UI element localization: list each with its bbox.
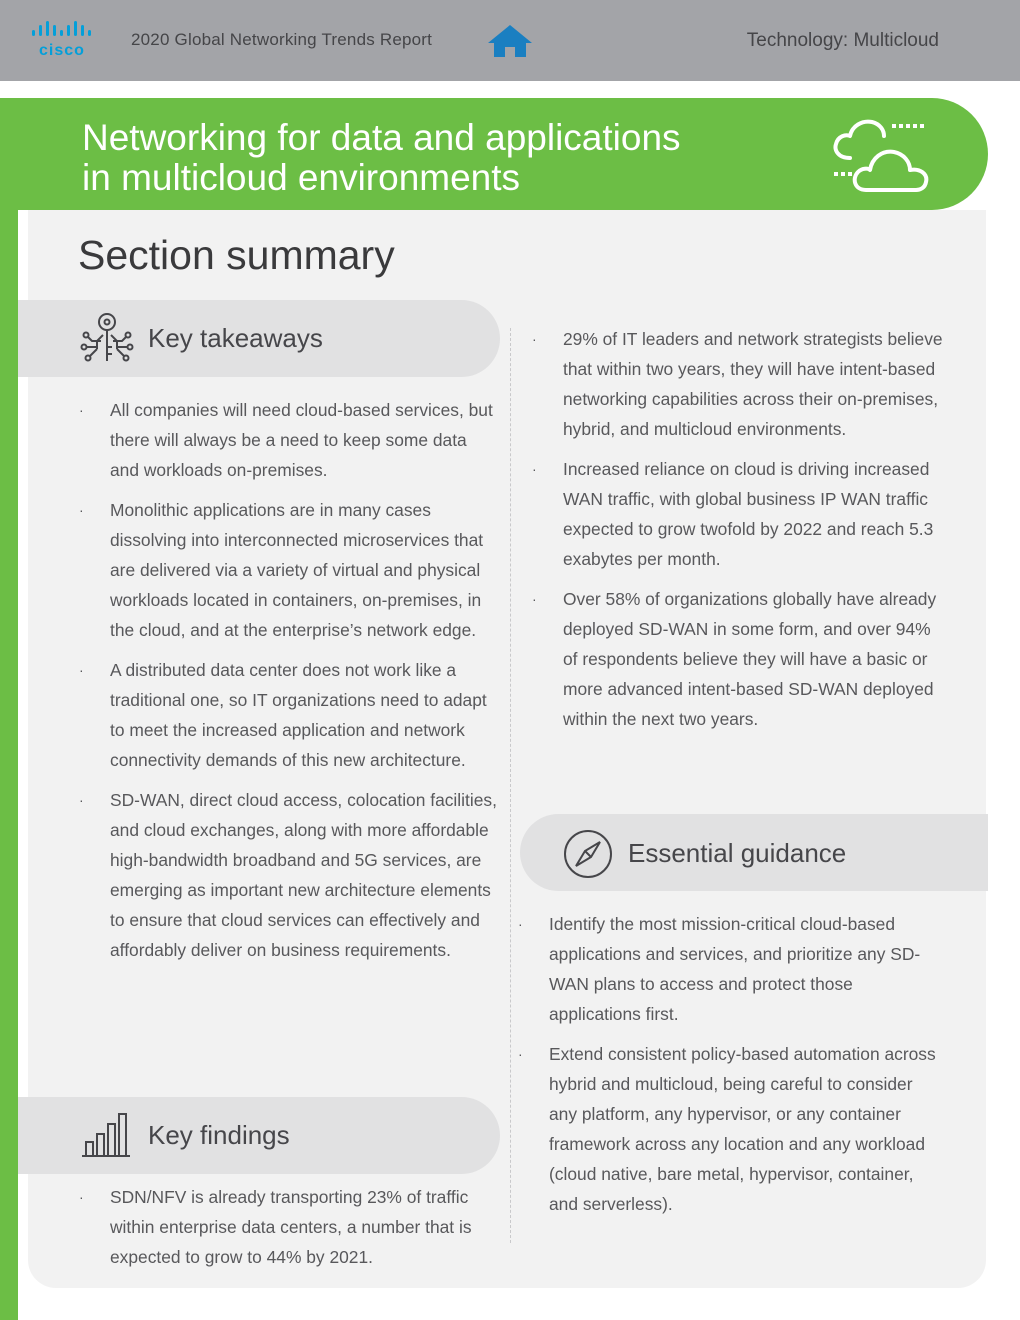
bullet-glyph: ·: [532, 331, 537, 347]
bullet-glyph: ·: [79, 402, 84, 418]
technology-label: Technology: Multicloud: [746, 30, 939, 51]
home-icon[interactable]: [486, 23, 534, 59]
bullet-glyph: ·: [79, 662, 84, 678]
svg-text:cisco: cisco: [39, 42, 85, 59]
key-findings-list-right: [532, 324, 947, 744]
essential-guidance-list: [518, 909, 938, 1229]
bar-chart-icon: [82, 1112, 132, 1158]
page-title-line-1: Networking for data and applications: [82, 117, 681, 158]
compass-icon: [562, 828, 614, 880]
list-item-text: SD-WAN, direct cloud access, colocation facilities, and cloud exchanges, along with more affordable high-bandwidth broadband and 5G services, are emerging as important new architecture elements to ensure that cloud services can effectively and affordably deliver on business requirements.: [110, 790, 497, 960]
list-item: [79, 785, 499, 965]
list-item: [518, 909, 938, 1029]
key-circuit-icon: [80, 311, 134, 367]
section-summary-heading: Section summary: [78, 232, 395, 278]
column-divider: [510, 328, 511, 1243]
bullet-glyph: ·: [79, 1189, 84, 1205]
list-item: [79, 1182, 504, 1272]
page-title: [82, 118, 681, 198]
multicloud-icon: [826, 114, 946, 196]
list-item-text: Extend consistent policy-based automation across hybrid and multicloud, being careful to consider any platform, any hypervisor, or any container framework across any location and any workload (cloud native, bare metal, hypervisor, container, and serverless).: [549, 1044, 936, 1214]
list-item-text: A distributed data center does not work like a traditional one, so IT organizations need to adapt to meet the increased application and network connectivity demands of this new architecture.: [110, 660, 487, 770]
cisco-logo[interactable]: [30, 20, 94, 60]
list-item: [79, 395, 499, 485]
key-findings-list-left: [79, 1182, 504, 1282]
report-title: 2020 Global Networking Trends Report: [131, 30, 433, 49]
list-item-text: Identify the most mission-critical cloud-based applications and services, and prioritize any SD-WAN plans to access and protect those applications first.: [549, 914, 921, 1024]
list-item: [79, 495, 499, 645]
bullet-glyph: ·: [518, 916, 523, 932]
list-item-text: Increased reliance on cloud is driving increased WAN traffic, with global business IP WAN traffic expected to grow twofold by 2022 and reach 5.3 exabytes per month.: [563, 459, 934, 569]
key-findings-title: Key findings: [148, 1120, 290, 1150]
list-item: [532, 584, 947, 734]
list-item-text: Over 58% of organizations globally have already deployed SD-WAN in some form, and over 94% of respondents believe they will have a basic or more advanced intent-based SD-WAN deployed within the next two years.: [563, 589, 937, 729]
key-takeaways-list: [79, 395, 499, 975]
green-side-stripe: [0, 98, 18, 1320]
page-title-line-2: in multicloud environments: [82, 157, 521, 198]
essential-guidance-title: Essential guidance: [628, 838, 847, 868]
list-item: [532, 324, 947, 444]
bullet-glyph: ·: [532, 591, 537, 607]
key-takeaways-title: Key takeaways: [148, 323, 323, 353]
list-item: [518, 1039, 938, 1219]
list-item-text: All companies will need cloud-based services, but there will always be a need to keep some data and workloads on-premises.: [110, 400, 493, 480]
list-item-text: Monolithic applications are in many cases dissolving into interconnected microservices that are delivered via a variety of virtual and physical workloads located in containers, on-premises, in the cloud, and at the enterprise’s network edge.: [110, 500, 484, 640]
list-item-text: 29% of IT leaders and network strategists believe that within two years, they will have intent-based networking capabilities across their on-premises, hybrid, and multicloud environments.: [563, 329, 943, 439]
bullet-glyph: ·: [518, 1046, 523, 1062]
list-item: [79, 655, 499, 775]
bullet-glyph: ·: [79, 792, 84, 808]
list-item-text: SDN/NFV is already transporting 23% of traffic within enterprise data centers, a number that is expected to grow to 44% by 2021.: [110, 1187, 472, 1267]
list-item: [532, 454, 947, 574]
bullet-glyph: ·: [532, 461, 537, 477]
bullet-glyph: ·: [79, 502, 84, 518]
